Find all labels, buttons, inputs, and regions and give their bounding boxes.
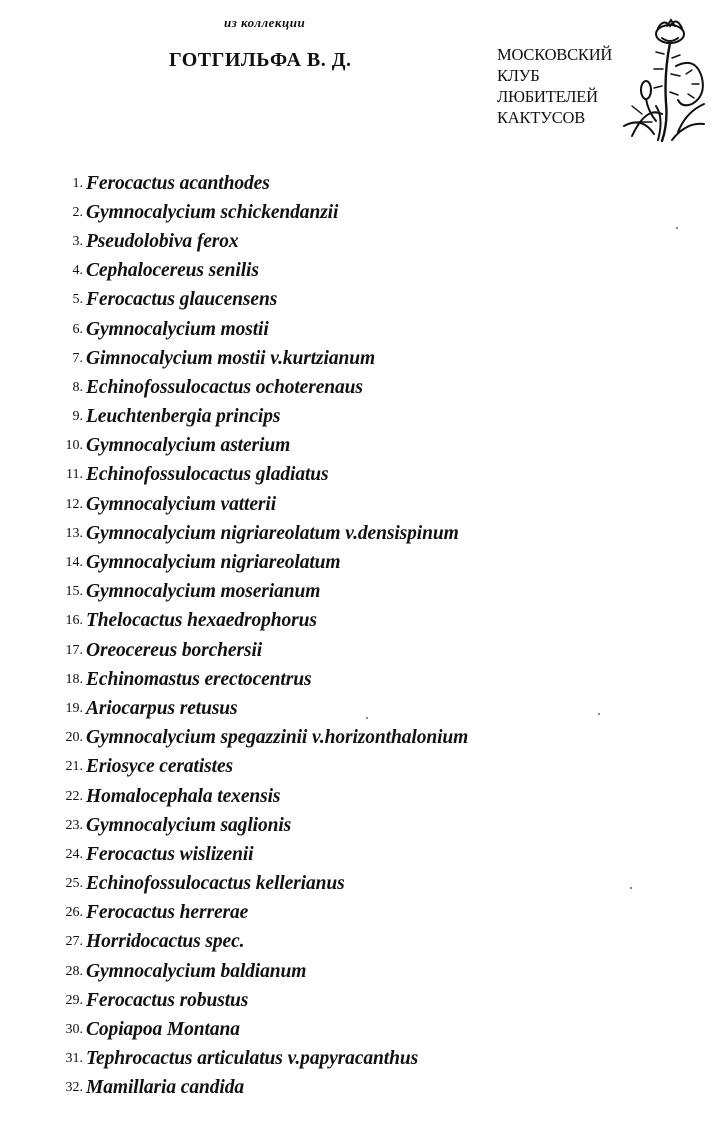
item-number: 8. — [72, 379, 83, 395]
item-number: 32. — [65, 1080, 83, 1096]
list-item — [44, 227, 468, 256]
list-item — [44, 870, 468, 899]
list-item — [44, 665, 468, 694]
list-item — [44, 461, 468, 490]
scan-speck — [598, 713, 600, 715]
cactus-flower-logo-icon — [612, 14, 712, 146]
item-number: 12. — [65, 496, 83, 512]
collection-subtitle: из коллекции — [224, 15, 306, 30]
page-title: ГОТГИЛЬФА В. Д. — [169, 49, 352, 71]
list-item — [44, 403, 468, 432]
species-name: Echinofossulocactus ochoterenaus — [86, 376, 363, 398]
item-number: 18. — [65, 671, 83, 687]
scan-speck — [366, 717, 368, 719]
species-name: Gymnocalycium baldianum — [86, 960, 307, 982]
species-name: Ferocactus herrerae — [86, 902, 249, 924]
species-name: Gymnocalycium moserianum — [86, 581, 321, 603]
item-number: 9. — [72, 409, 83, 425]
item-number: 26. — [65, 905, 83, 921]
list-item — [44, 811, 468, 840]
species-name: Gymnocalycium saglionis — [86, 814, 292, 836]
species-list — [44, 169, 468, 1103]
item-number: 7. — [72, 350, 83, 366]
item-number: 13. — [65, 525, 83, 541]
species-name: Gymnocalycium nigriareolatum v.densispinum — [86, 522, 459, 544]
species-name: Horridocactus spec. — [86, 931, 245, 953]
list-item — [44, 694, 468, 723]
species-name: Gymnocalycium asterium — [86, 435, 291, 457]
list-item — [44, 1045, 468, 1074]
item-number: 2. — [72, 204, 83, 220]
list-item — [44, 519, 468, 548]
list-item — [44, 782, 468, 811]
species-name: Echinofossulocactus kellerianus — [86, 873, 345, 895]
species-name: Echinofossulocactus gladiatus — [86, 464, 329, 486]
list-item — [44, 899, 468, 928]
item-number: 11. — [66, 467, 83, 483]
item-number: 14. — [65, 555, 83, 571]
species-name: Cephalocereus senilis — [86, 260, 259, 282]
item-number: 4. — [72, 263, 83, 279]
item-number: 29. — [65, 992, 83, 1008]
list-item — [44, 957, 468, 986]
club-line-4: КАКТУСОВ — [497, 108, 586, 127]
species-name: Homalocephala texensis — [86, 785, 281, 807]
species-name: Tephrocactus articulatus v.papyracanthus — [86, 1048, 419, 1070]
item-number: 27. — [65, 934, 83, 950]
species-name: Gymnocalycium mostii — [86, 318, 269, 340]
species-name: Ferocactus glaucensens — [86, 289, 278, 311]
list-item — [44, 636, 468, 665]
list-item — [44, 315, 468, 344]
list-item — [44, 1074, 468, 1103]
item-number: 10. — [65, 438, 83, 454]
species-name: Leuchtenbergia princips — [86, 406, 281, 428]
item-number: 20. — [65, 730, 83, 746]
item-number: 30. — [65, 1022, 83, 1038]
species-name: Gimnocalycium mostii v.kurtzianum — [86, 347, 376, 369]
list-item — [44, 928, 468, 957]
species-name: Copiapoa Montana — [86, 1019, 240, 1041]
club-line-2: КЛУБ — [497, 66, 540, 85]
list-item — [44, 257, 468, 286]
list-item — [44, 286, 468, 315]
list-item — [44, 198, 468, 227]
list-item — [44, 578, 468, 607]
species-name: Ariocarpus retusus — [86, 697, 238, 719]
item-number: 28. — [65, 963, 83, 979]
list-item — [44, 1015, 468, 1044]
species-name: Gymnocalycium vatterii — [86, 493, 277, 515]
item-number: 15. — [65, 584, 83, 600]
species-name: Gymnocalycium nigriareolatum — [86, 552, 341, 574]
list-item — [44, 753, 468, 782]
scan-speck — [630, 887, 632, 889]
item-number: 1. — [72, 175, 83, 191]
item-number: 3. — [72, 233, 83, 249]
list-item — [44, 724, 468, 753]
list-item — [44, 607, 468, 636]
species-name: Gymnocalycium spegazzinii v.horizonthalonium — [86, 727, 469, 749]
species-name: Pseudolobiva ferox — [86, 230, 239, 252]
item-number: 24. — [65, 846, 83, 862]
species-name: Thelocactus hexaedrophorus — [86, 610, 317, 632]
species-name: Oreocereus borchersii — [86, 639, 263, 661]
species-name: Mamillaria candida — [86, 1077, 245, 1099]
list-item — [44, 548, 468, 577]
list-item — [44, 344, 468, 373]
item-number: 21. — [65, 759, 83, 775]
item-number: 23. — [65, 817, 83, 833]
item-number: 22. — [65, 788, 83, 804]
species-name: Ferocactus robustus — [86, 989, 249, 1011]
item-number: 5. — [72, 292, 83, 308]
item-number: 6. — [72, 321, 83, 337]
species-name: Gymnocalycium schickendanzii — [86, 201, 339, 223]
list-item — [44, 169, 468, 198]
list-item — [44, 490, 468, 519]
species-name: Echinomastus erectocentrus — [86, 668, 312, 690]
item-number: 16. — [65, 613, 83, 629]
species-name: Ferocactus wislizenii — [86, 843, 254, 865]
item-number: 17. — [65, 642, 83, 658]
item-number: 19. — [65, 700, 83, 716]
species-name: Eriosyce ceratistes — [86, 756, 234, 778]
item-number: 31. — [65, 1051, 83, 1067]
club-line-1: МОСКОВСКИЙ — [497, 45, 613, 64]
species-name: Ferocactus acanthodes — [86, 172, 270, 194]
list-item — [44, 840, 468, 869]
list-item — [44, 373, 468, 402]
list-item — [44, 432, 468, 461]
list-item — [44, 986, 468, 1015]
item-number: 25. — [65, 876, 83, 892]
scan-speck — [676, 227, 678, 229]
club-line-3: ЛЮБИТЕЛЕЙ — [497, 87, 598, 106]
